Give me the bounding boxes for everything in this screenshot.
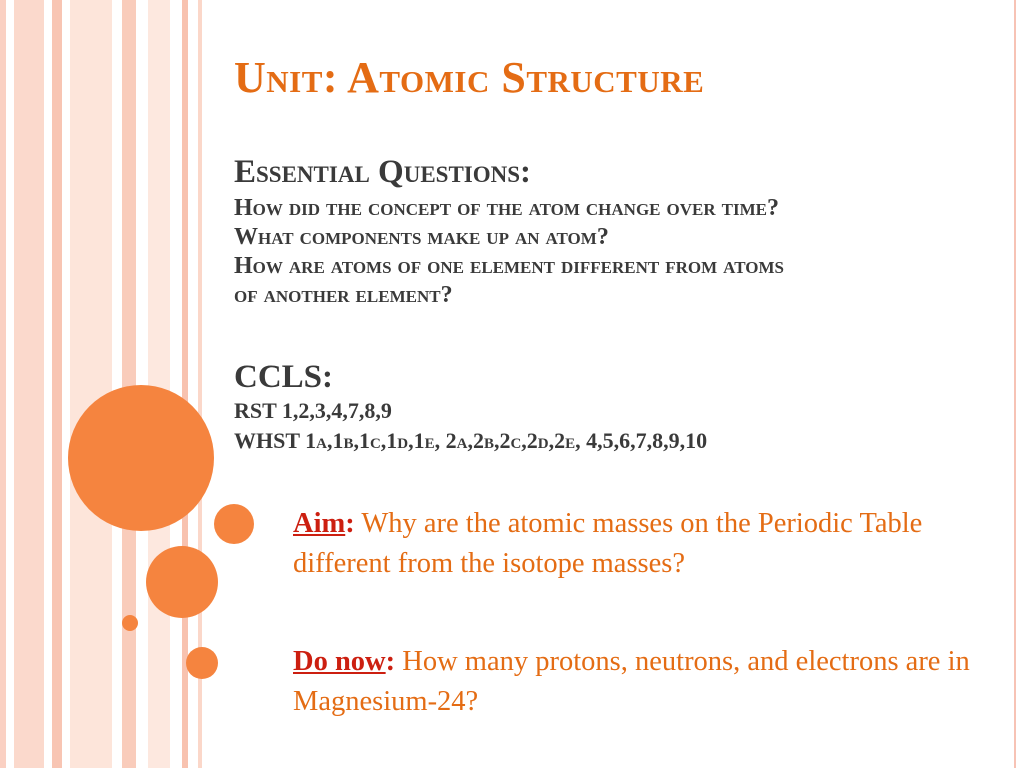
do-now-text: How many protons, neutrons, and electrons are in Magnesium-24? [293,646,970,717]
essential-questions [234,150,994,310]
aim-text: Why are the atomic masses on the Periodic Table different from the isotope masses? [293,508,923,579]
right-border-line [1014,0,1016,768]
slide-title: Unit: Atomic Structure [234,53,705,102]
essential-question-3: How are atoms of one element different from atoms [234,253,784,279]
essential-question-1: How did the concept of the atom change over time? [234,195,779,221]
decorative-stripes [0,0,220,768]
ccls-standards [234,358,994,456]
large-circle-decoration [68,385,214,531]
ccls-heading: CCLS: [234,359,334,395]
aim-colon: : [345,508,355,539]
ccls-rst: RST 1,2,3,4,7,8,9 [234,398,392,423]
essential-question-2: What components make up an atom? [234,224,609,250]
essential-questions-heading: Essential Questions: [234,154,532,190]
circle-decoration-3 [146,546,218,618]
ccls-whst: WHST 1a,1b,1c,1d,1e, 2a,2b,2c,2d,2e, 4,5,6,7,8,9,10 [234,428,708,453]
aim-paragraph [293,504,993,584]
do-now-label: Do now [293,646,386,677]
do-now-paragraph [293,642,993,722]
circle-decoration-2 [214,504,254,544]
essential-question-3-cont: of another element? [234,282,453,308]
circle-decoration-5 [186,647,218,679]
do-now-colon: : [385,646,396,677]
circle-decoration-4 [122,615,138,631]
aim-label: Aim [293,508,346,539]
